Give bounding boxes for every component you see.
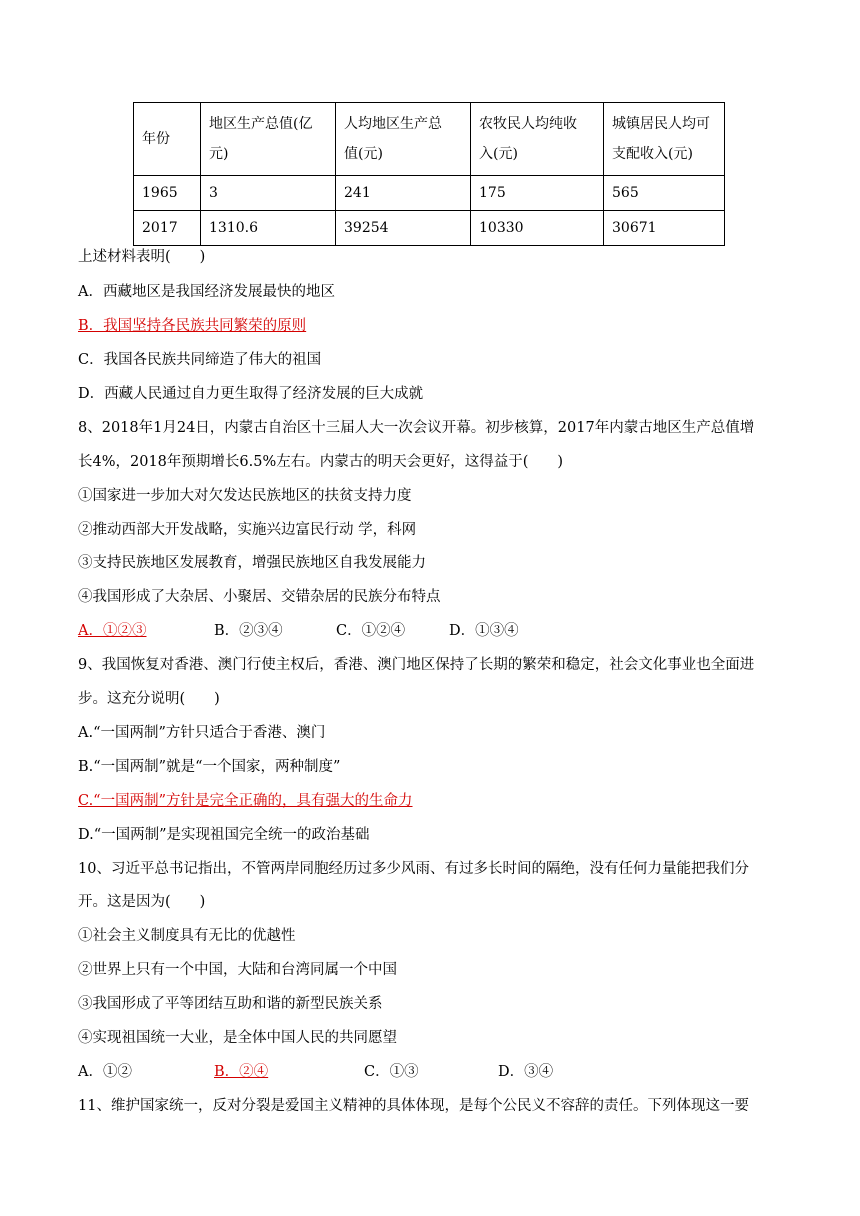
q9-option-c-answer: C.“一国两制”方针是完全正确的，具有强大的生命力: [78, 793, 413, 809]
q9-stem-line2: 步。这充分说明( ): [78, 691, 220, 707]
header-text: 地区生产总值(亿: [209, 116, 313, 132]
table-header-cell: [604, 103, 725, 176]
table-cell: 1310.6: [201, 211, 336, 246]
table-header-cell: [201, 103, 336, 176]
q8-option-d: D．①③④: [449, 623, 519, 639]
q10-options: [78, 1062, 553, 1082]
q10-option-c: C．①③: [364, 1064, 419, 1080]
table-cell: 2017: [134, 211, 201, 246]
q8-stem-line2: 长4%，2018年预期增长6.5%左右。内蒙古的明天会更好，这得益于( ): [78, 454, 564, 470]
economic-data-table: [133, 102, 725, 246]
q9-option-a: A.“一国两制”方针只适合于香港、澳门: [78, 725, 326, 741]
table-header-row: [134, 103, 725, 176]
q10-option-b-answer: B．②④: [214, 1064, 269, 1080]
header-text: 城镇居民人均可: [612, 116, 710, 132]
q10-item-4: ④实现祖国统一大业，是全体中国人民的共同愿望: [78, 1030, 397, 1046]
q7-stem: 上述材料表明( ): [78, 249, 206, 265]
table-header-cell: [134, 103, 201, 176]
q10-stem-line1: 10、习近平总书记指出，不管两岸同胞经历过多少风雨、有过多长时间的隔绝，没有任何力量能把我们分: [78, 861, 749, 877]
header-text: 人均地区生产总: [344, 116, 442, 132]
q10-stem-line2: 开。这是因为( ): [78, 894, 206, 910]
table-cell: 241: [336, 176, 471, 211]
q10-item-2: ②世界上只有一个中国，大陆和台湾同属一个中国: [78, 962, 397, 978]
q7-option-a: A．西藏地区是我国经济发展最快的地区: [78, 284, 335, 300]
q7-option-c: C．我国各民族共同缔造了伟大的祖国: [78, 352, 322, 368]
q8-item-4: ④我国形成了大杂居、小聚居、交错杂居的民族分布特点: [78, 589, 441, 605]
table-cell: 30671: [604, 211, 725, 246]
table-cell: 175: [471, 176, 604, 211]
header-text: 元): [209, 146, 229, 162]
table-header-cell: [471, 103, 604, 176]
q11-stem-line1: 11、维护国家统一，反对分裂是爱国主义精神的具体体现，是每个公民义不容辞的责任。下列体现这一要: [78, 1098, 749, 1114]
q10-option-d: D．③④: [498, 1064, 554, 1080]
q8-options: [78, 621, 519, 641]
header-text: 值(元): [344, 146, 383, 162]
q8-option-c: C．①②④: [336, 623, 406, 639]
q7-option-b-answer: B．我国坚持各民族共同繁荣的原则: [78, 318, 307, 334]
table-row: [134, 211, 725, 246]
q9-option-d: D.“一国两制”是实现祖国完全统一的政治基础: [78, 827, 370, 843]
table-row: [134, 176, 725, 211]
table-cell: 3: [201, 176, 336, 211]
table-cell: 565: [604, 176, 725, 211]
header-text: 入(元): [479, 146, 518, 162]
q9-option-b: B.“一国两制”就是“一个国家，两种制度”: [78, 759, 341, 775]
table-header-cell: [336, 103, 471, 176]
table-cell: 1965: [134, 176, 201, 211]
q8-item-2: ②推动西部大开发战略，实施兴边富民行动 学，科网: [78, 522, 417, 538]
q8-stem-line1: 8、2018年1月24日，内蒙古自治区十三届人大一次会议开幕。初步核算，2017年内蒙古地区生产总值增: [78, 420, 755, 436]
q10-item-1: ①社会主义制度具有无比的优越性: [78, 928, 296, 944]
q8-item-3: ③支持民族地区发展教育，增强民族地区自我发展能力: [78, 555, 426, 571]
q8-option-b: B．②③④: [214, 623, 283, 639]
table-cell: 39254: [336, 211, 471, 246]
q7-option-d: D．西藏人民通过自力更生取得了经济发展的巨大成就: [78, 386, 424, 402]
q10-item-3: ③我国形成了平等团结互助和谐的新型民族关系: [78, 996, 383, 1012]
q8-option-a-answer: A．①②③: [78, 623, 147, 639]
table-cell: 10330: [471, 211, 604, 246]
header-text: 农牧民人均纯收: [479, 116, 577, 132]
header-text: 支配收入(元): [612, 146, 693, 162]
header-text: 年份: [142, 131, 170, 147]
q10-option-a: A．①②: [78, 1064, 132, 1080]
q9-stem-line1: 9、我国恢复对香港、澳门行使主权后，香港、澳门地区保持了长期的繁荣和稳定，社会文化事业也全面进: [78, 657, 755, 673]
q8-item-1: ①国家进一步加大对欠发达民族地区的扶贫支持力度: [78, 488, 412, 504]
